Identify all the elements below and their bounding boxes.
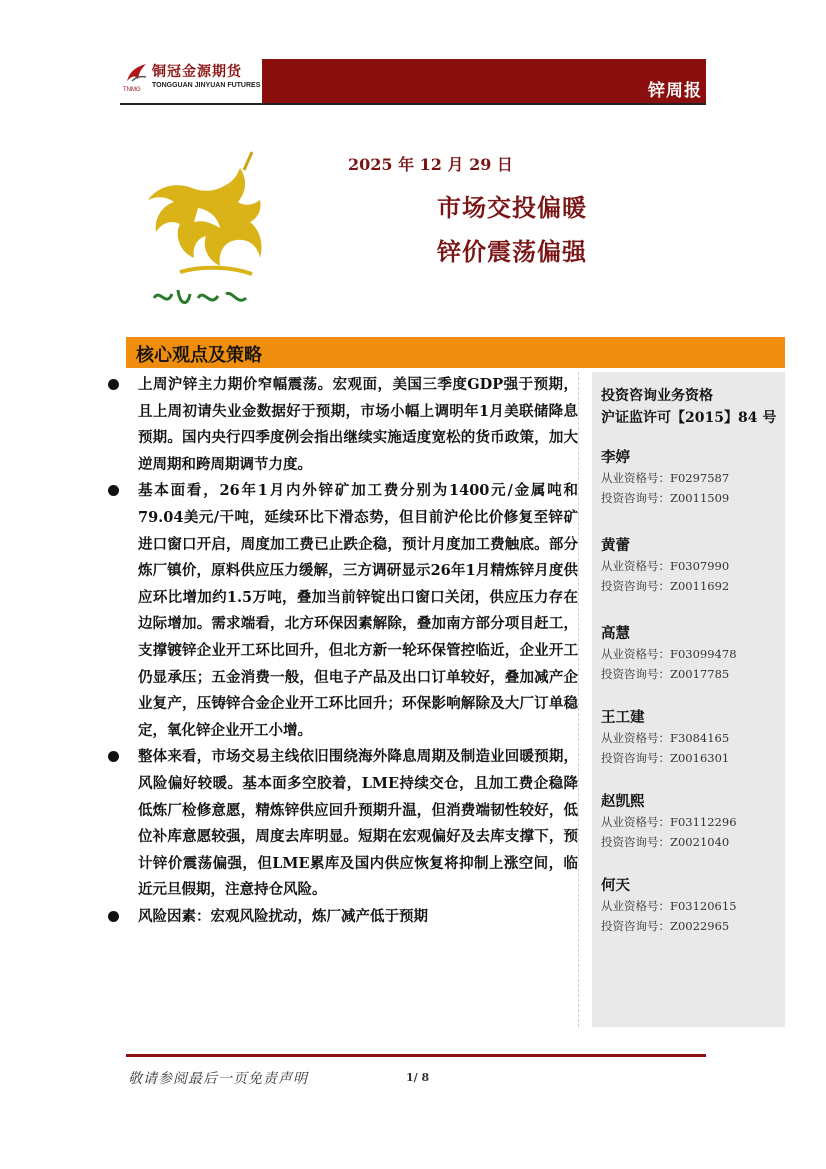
analyst-license: 从业资格号：F03112296: [601, 815, 737, 829]
core-views-content: [96, 372, 579, 1027]
analyst-consult: 投资咨询号：Z0016301: [601, 751, 730, 765]
list-item: [96, 372, 578, 478]
analyst-card: [601, 792, 781, 852]
analyst-card: [601, 876, 781, 936]
point-text: 整体来看，市场交易主线依旧围绕海外降息周期及制造业回暖预期，风险偏好较暖。基本面多空胶着，LME持续交仓，且加工费企稳降低炼厂检修意愿，精炼锌供应回升预期升温，但消费端韧性较好，低位补库意愿较强，周度去库明显。短期在宏观偏好及去库支撑下，预计锌价震荡偏强，但LME累库及国内供应恢复将抑制上涨空间，临近元旦假期，注意持仓风险。: [138, 748, 578, 899]
company-logo: [120, 57, 265, 97]
header-bar: [262, 59, 706, 103]
report-title-line1: 市场交投偏暖: [437, 193, 587, 222]
list-item: [96, 904, 578, 931]
analyst-sidebar: [592, 372, 785, 1027]
company-logo-mark-icon: [124, 61, 150, 85]
company-name-cn: 铜冠金源期货: [152, 64, 242, 80]
section-header: [126, 337, 785, 368]
bullet-icon: [108, 379, 119, 390]
analyst-consult: 投资咨询号：Z0011509: [601, 491, 730, 505]
analyst-name: 何天: [601, 877, 630, 894]
analyst-license: 从业资格号：F0307990: [601, 559, 730, 573]
point-text: 风险因素：宏观风险扰动，炼厂减产低于预期: [138, 907, 428, 925]
analyst-consult: 投资咨询号：Z0022965: [601, 919, 730, 933]
analyst-name: 王工建: [601, 709, 645, 726]
qualification-title: 投资咨询业务资格: [601, 388, 713, 404]
analyst-consult: 投资咨询号：Z0021040: [601, 835, 730, 849]
page-number: 1/ 8: [406, 1071, 430, 1084]
analyst-license: 从业资格号：F03120615: [601, 899, 737, 913]
analyst-license: 从业资格号：F03099478: [601, 647, 737, 661]
section-title: 核心观点及策略: [136, 345, 262, 366]
analyst-name: 赵凯熙: [601, 793, 645, 810]
analyst-license: 从业资格号：F0297587: [601, 471, 730, 485]
analyst-card: [601, 536, 781, 596]
company-abbr: TNMG: [123, 87, 141, 93]
analyst-name: 李婷: [601, 449, 630, 466]
list-item: [96, 478, 578, 744]
qualification-license: 沪证监许可【2015】84 号: [601, 410, 777, 426]
analyst-consult: 投资咨询号：Z0011692: [601, 579, 730, 593]
footer-disclaimer: 敬请参阅最后一页免责声明: [128, 1071, 308, 1087]
list-item: [96, 744, 578, 904]
analyst-license: 从业资格号：F3084165: [601, 731, 730, 745]
analyst-card: [601, 708, 781, 768]
bullet-icon: [108, 911, 119, 922]
analyst-consult: 投资咨询号：Z0017785: [601, 667, 730, 681]
company-name-en: TONGGUAN JINYUAN FUTURES: [152, 82, 261, 89]
analyst-name: 高慧: [601, 625, 630, 642]
footer-divider: [126, 1054, 706, 1057]
report-title-line2: 锌价震荡偏强: [437, 237, 587, 266]
point-text: 基本面看，26年1月内外锌矿加工费分别为1400元/金属吨和79.04美元/干吨，延续环比下滑态势，但目前沪伦比价修复至锌矿进口窗口开启，周度加工费已止跌企稳，预计月度加工费触底。部分炼厂镇价，原料供应压力缓解，三方调研显示26年1月精炼锌月度供应环比增加约1.5万吨，叠加当前锌锭出口窗口关闭，供应压力存在边际增加。需求端看，北方环保因素解除，叠加南方部分项目赶工，支撑镀锌企业开工环比回升，但北方新一轮环保管控临近，企业开工仍显承压；五金消费一般，但电子产品及出口订单较好，叠加减产企业复产，压铸锌合金企业开工环比回升；环保影响解除及大厂订单稳定，氧化锌企业开工小增。: [138, 482, 578, 739]
bullet-icon: [108, 751, 119, 762]
analyst-card: [601, 448, 781, 508]
report-date: 2025 年 12 月 29 日: [348, 155, 513, 174]
bullet-icon: [108, 485, 119, 496]
point-text: 上周沪锌主力期价窄幅震荡。宏观面，美国三季度GDP强于预期，且上周初请失业金数据好于预期，市场小幅上调明年1月美联储降息预期。国内央行四季度例会指出继续实施适度宽松的货币政策，加大逆周期和跨周期调节力度。: [138, 376, 578, 473]
header-divider: [120, 103, 706, 105]
analyst-name: 黄蕾: [601, 537, 630, 554]
report-type: 锌周报: [648, 81, 702, 101]
analyst-card: [601, 624, 781, 684]
tongling-emblem-icon: [140, 148, 270, 326]
